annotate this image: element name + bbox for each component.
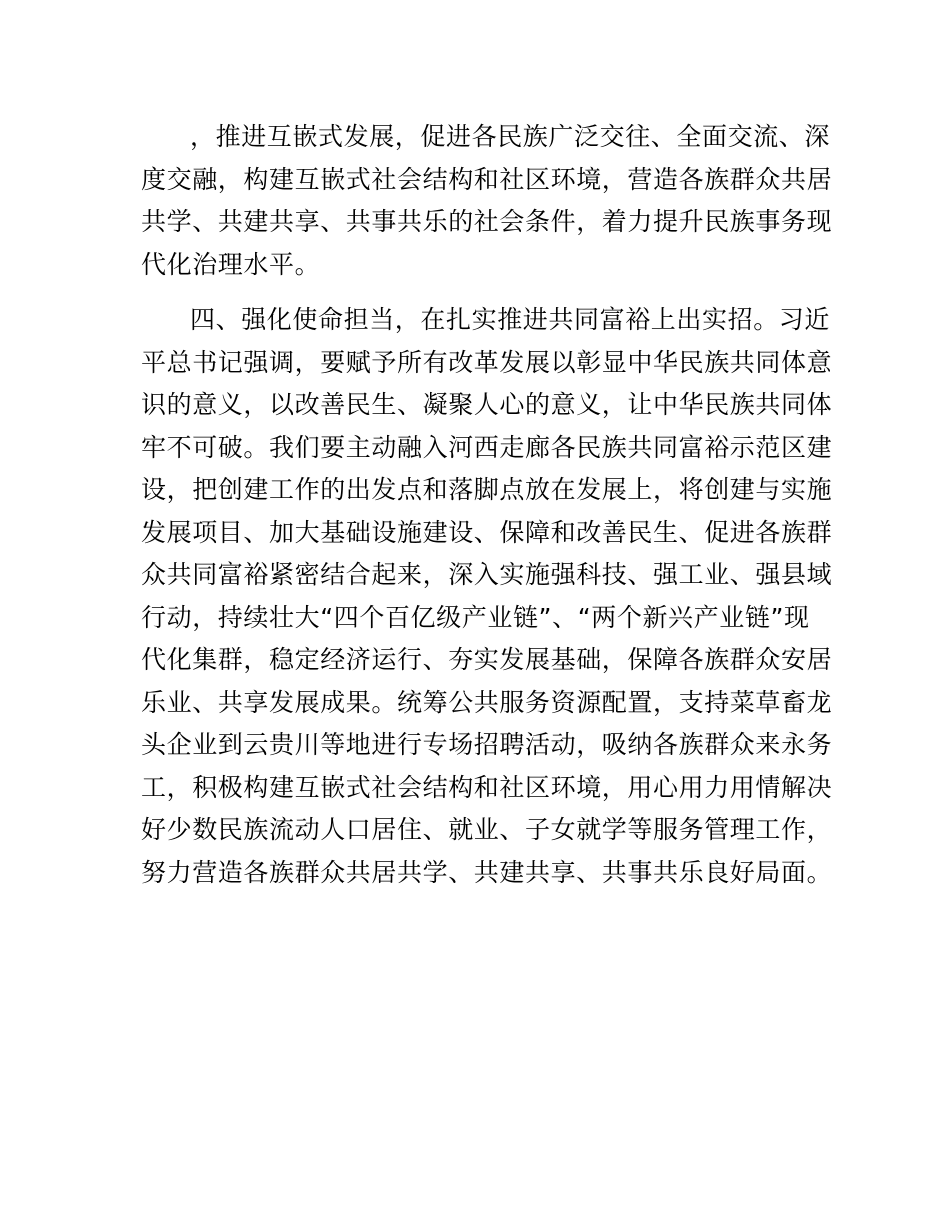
paragraph-spacer: [141, 286, 811, 299]
paragraph-line: 四、强化使命担当，在扎实推进共同富裕上出实招。习近: [190, 305, 831, 334]
paragraph-line: ，推进互嵌式发展，促进各民族广泛交往、全面交流、深: [190, 122, 831, 151]
paragraph-line: 行动，持续壮大“四个百亿级产业链”、“两个新兴产业链”现: [141, 602, 810, 632]
paragraph-line: 共学、共建共享、共事共乐的社会条件，着力提升民族事务现: [141, 207, 833, 236]
paragraph-line: 努力营造各族群众共居共学、共建共享、共事共乐良好局面。: [141, 857, 833, 887]
paragraph-line: 好少数民族流动人口居住、就业、子女就学等服务管理工作，: [141, 815, 833, 844]
paragraph-line: 工，积极构建互嵌式社会结构和社区环境，用心用力用情解决: [141, 772, 833, 802]
paragraph-line: 代化治理水平。: [141, 249, 321, 279]
document-body: [141, 116, 833, 894]
paragraph-line: 乐业、共享发展成果。统筹公共服务资源配置，支持菜草畜龙: [141, 687, 833, 717]
paragraph-line: 众共同富裕紧密结合起来，深入实施强科技、强工业、强县域: [141, 560, 833, 589]
paragraph-line: 识的意义，以改善民生、凝聚人心的意义，让中华民族共同体: [141, 390, 833, 419]
paragraph-1: [141, 116, 833, 286]
paragraph-line: 代化集群，稳定经济运行、夯实发展基础，保障各族群众安居: [141, 645, 833, 674]
paragraph-line: 设，把创建工作的出发点和落脚点放在发展上，将创建与实施: [141, 475, 833, 504]
paragraph-line: 牢不可破。我们要主动融入河西走廊各民族共同富裕示范区建: [141, 432, 833, 462]
paragraph-line: 平总书记强调，要赋予所有改革发展以彰显中华民族共同体意: [141, 347, 833, 377]
paragraph-line: 头企业到云贵川等地进行专场招聘活动，吸纳各族群众来永务: [141, 730, 833, 759]
paragraph-2: [141, 299, 833, 894]
paragraph-line: 度交融，构建互嵌式社会结构和社区环境，营造各族群众共居: [141, 164, 833, 194]
paragraph-line: 发展项目、加大基础设施建设、保障和改善民生、促进各族群: [141, 517, 833, 547]
